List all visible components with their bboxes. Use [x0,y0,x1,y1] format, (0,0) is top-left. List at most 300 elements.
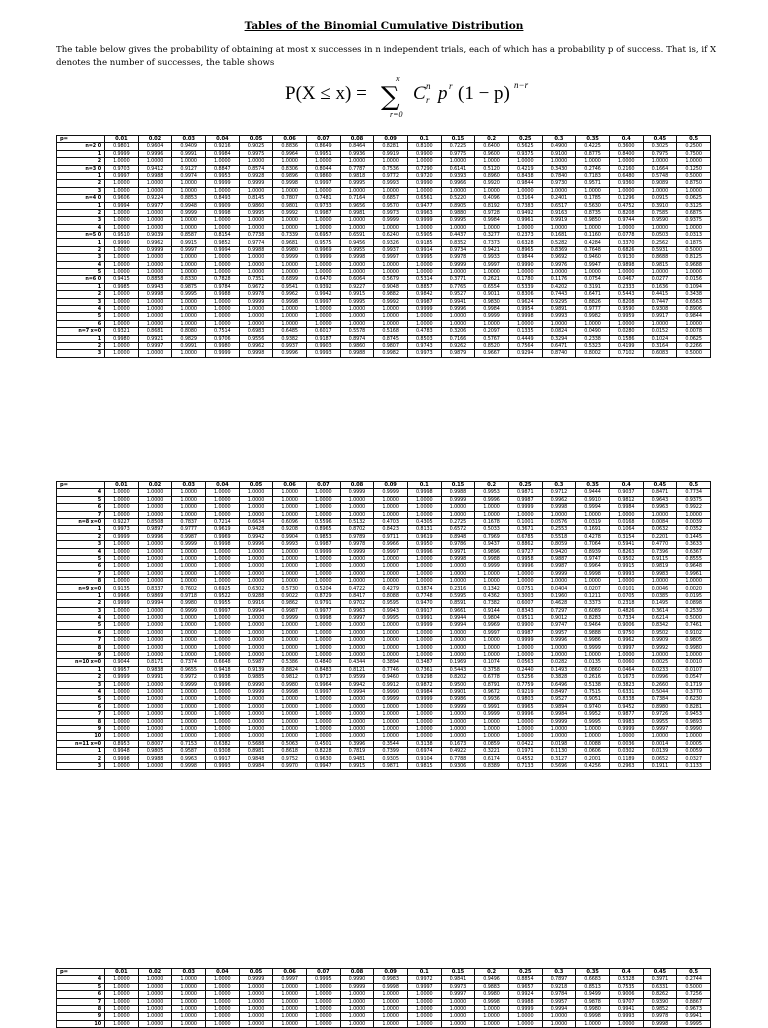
table-cell: 1.0000 [340,733,374,740]
table-row [57,681,711,688]
table-cell: 1.0000 [172,983,206,990]
row-label: 2 [57,291,105,298]
table-cell: 0.1678 [475,518,509,525]
row-label: 6 [57,991,105,998]
p-column-header: 0.4 [609,482,643,489]
table-cell: 0.8974 [340,335,374,342]
table-cell: 0.8939 [576,548,610,555]
table-row [57,629,711,636]
table-cell: 1.0000 [138,762,172,769]
table-cell: 0.9999 [340,548,374,555]
table-cell: 0.8263 [609,548,643,555]
table-cell: 0.0606 [576,748,610,755]
p-header-label: p= [57,969,105,976]
table-cell: 0.9630 [306,755,340,762]
table-cell: 1.0000 [172,1020,206,1027]
table-cell: 0.9409 [172,143,206,150]
table-cell: 1.0000 [138,976,172,983]
table-cell: 0.9980 [475,991,509,998]
table-cell: 0.5931 [643,246,677,253]
table-cell: 1.0000 [273,570,307,577]
table-cell: 0.6471 [542,342,576,349]
table-cell: 0.2746 [576,165,610,172]
row-label: 1 [57,666,105,673]
row-label: 1 [57,283,105,290]
table-cell: 0.1681 [542,232,576,239]
table-cell: 1.0000 [172,489,206,496]
table-cell: 1.0000 [105,350,139,357]
p-column-header: 0.06 [273,969,307,976]
table-cell: 1.0000 [205,688,239,695]
table-cell: 0.9452 [609,703,643,710]
table-cell: 0.9948 [172,202,206,209]
table-cell: 0.9915 [609,563,643,570]
table-cell: 0.8905 [441,202,475,209]
table-cell: 1.0000 [105,991,139,998]
table-cell: 0.9294 [508,350,542,357]
row-label: 3 [57,254,105,261]
table-cell: 0.9718 [172,592,206,599]
row-label: 5 [57,983,105,990]
table-cell: 0.9775 [441,150,475,157]
table-cell: 0.9995 [340,298,374,305]
table-cell: 1.0000 [172,158,206,165]
table-cell: 1.0000 [407,629,441,636]
table-cell: 0.9998 [273,298,307,305]
table-cell: 0.9997 [138,342,172,349]
table-cell: 0.2001 [576,755,610,762]
table-cell: 1.0000 [508,725,542,732]
table-cell: 0.8281 [677,703,711,710]
table-cell: 0.9464 [576,622,610,629]
table-cell: 0.9993 [306,350,340,357]
table-cell: 1.0000 [340,158,374,165]
table-cell: 0.2500 [677,143,711,150]
table-cell: 0.9786 [441,541,475,548]
table-cell: 1.0000 [105,217,139,224]
table-cell: 1.0000 [306,563,340,570]
table-row [57,239,711,246]
formula-paren: (1 − p) [458,83,510,104]
table-cell: 0.0996 [643,674,677,681]
table-cell: 0.9942 [306,291,340,298]
table-cell: 1.0000 [172,651,206,658]
table-cell: 0.7133 [508,762,542,769]
formula-paren-sup: n−r [514,80,529,90]
table-cell: 0.8508 [138,518,172,525]
table-cell: 1.0000 [105,629,139,636]
table-cell: 0.5748 [643,172,677,179]
table-cell: 0.9957 [105,666,139,673]
table-cell: 0.8044 [306,165,340,172]
table-cell: 0.9477 [407,202,441,209]
table-cell: 0.9988 [205,291,239,298]
table-cell: 0.9937 [374,246,408,253]
p-column-header: 0.04 [205,136,239,143]
table-cell: 1.0000 [475,725,509,732]
table-cell: 0.0020 [677,585,711,592]
p-column-header: 0.1 [407,136,441,143]
table-cell: 0.9963 [643,504,677,511]
table-row [57,659,711,666]
table-cell: 1.0000 [576,578,610,585]
table-cell: 0.9910 [576,496,610,503]
table-cell: 1.0000 [105,1005,139,1012]
table-cell: 0.3600 [609,143,643,150]
table-cell: 0.7840 [542,172,576,179]
table-cell: 1.0000 [508,570,542,577]
p-column-header: 0.02 [138,136,172,143]
table-cell: 1.0000 [105,688,139,695]
table-cell: 1.0000 [340,1013,374,1020]
table-cell: 1.0000 [138,504,172,511]
table-cell: 1.0000 [374,998,408,1005]
table-row [57,725,711,732]
table-cell: 1.0000 [407,644,441,651]
table-cell: 0.9955 [643,718,677,725]
table-row [57,644,711,651]
table-row [57,718,711,725]
table-cell: 0.5120 [475,165,509,172]
table-cell: 1.0000 [138,298,172,305]
table-cell: 0.9997 [441,991,475,998]
row-label: 1 [57,202,105,209]
row-label: 4 [57,224,105,231]
p-column-header: 0.06 [273,482,307,489]
table-cell: 0.8228 [306,748,340,755]
table-cell: 1.0000 [306,983,340,990]
table-cell: 0.9978 [441,254,475,261]
table-cell: 1.0000 [542,269,576,276]
table-cell: 1.0000 [172,578,206,585]
table-cell: 0.8735 [576,209,610,216]
table-cell: 0.9999 [340,983,374,990]
table-cell: 0.7164 [340,195,374,202]
table-cell: 0.9947 [306,762,340,769]
table-cell: 0.2744 [677,976,711,983]
p-column-header: 0.25 [508,136,542,143]
table-cell: 1.0000 [273,1005,307,1012]
row-label: n=8 x=0 [57,518,105,525]
table-cell: 0.1160 [576,232,610,239]
table-cell: 0.9227 [105,518,139,525]
table-cell: 0.9984 [407,688,441,695]
table-cell: 1.0000 [508,320,542,327]
table-cell: 0.5625 [508,143,542,150]
table-cell: 0.9818 [340,172,374,179]
table-cell: 0.9878 [576,998,610,1005]
table-cell: 0.9390 [643,998,677,1005]
table-cell: 0.9262 [441,342,475,349]
table-cell: 1.0000 [273,269,307,276]
table-cell: 0.9791 [306,600,340,607]
table-cell: 1.0000 [441,711,475,718]
binomial-table-2 [56,481,711,770]
table-cell: 0.4202 [542,283,576,290]
table-cell: 0.8306 [273,165,307,172]
table-cell: 0.9733 [306,202,340,209]
table-cell: 0.0490 [576,328,610,335]
table-cell: 0.8981 [239,748,273,755]
table-cell: 1.0000 [105,496,139,503]
table-row [57,991,711,998]
table-cell: 1.0000 [677,158,711,165]
table-cell: 0.0464 [609,666,643,673]
table-cell: 0.9980 [576,1005,610,1012]
table-row [57,541,711,548]
table-cell: 1.0000 [306,703,340,710]
table-cell: 0.9980 [273,681,307,688]
table-cell: 1.0000 [105,504,139,511]
p-column-header: 0.4 [609,136,643,143]
table-cell: 1.0000 [138,637,172,644]
table-cell: 0.9135 [105,585,139,592]
table-cell: 0.9590 [609,305,643,312]
table-cell: 1.0000 [542,224,576,231]
table-cell: 0.9941 [609,1005,643,1012]
table-cell: 0.9988 [138,172,172,179]
table-cell: 1.0000 [407,1005,441,1012]
table-cell: 0.3758 [475,666,509,673]
table-cell: 0.9556 [239,335,273,342]
table-cell: 0.6826 [609,246,643,253]
table-cell: 0.9986 [576,637,610,644]
table-cell: 0.9995 [239,209,273,216]
table-cell: 0.9747 [576,555,610,562]
row-label: 4 [57,615,105,622]
table-cell: 1.0000 [340,703,374,710]
table-cell: 1.0000 [172,711,206,718]
table-cell: 1.0000 [306,224,340,231]
row-label: 1 [57,748,105,755]
table-cell: 1.0000 [407,555,441,562]
table-cell: 1.0000 [172,570,206,577]
table-cell: 0.9643 [643,496,677,503]
table-cell: 0.9996 [508,563,542,570]
table-cell: 0.2373 [508,232,542,239]
row-label: 7 [57,998,105,1005]
table-cell: 0.7788 [441,755,475,762]
table-cell: 0.1024 [643,335,677,342]
p-column-header: 0.01 [105,136,139,143]
row-label: 1 [57,592,105,599]
table-cell: 0.9777 [172,526,206,533]
table-cell: 1.0000 [138,998,172,1005]
table-cell: 1.0000 [105,607,139,614]
p-header-label: p= [57,482,105,489]
table-cell: 0.9928 [239,172,273,179]
table-cell: 1.0000 [374,496,408,503]
table-cell: 0.0860 [576,666,610,673]
table-cell: 1.0000 [172,511,206,518]
row-label: 2 [57,158,105,165]
table-cell: 1.0000 [138,570,172,577]
table-cell: 0.6367 [677,548,711,555]
p-column-header: 0.25 [508,969,542,976]
table-cell: 1.0000 [643,511,677,518]
table-cell: 0.3164 [508,195,542,202]
table-cell: 1.0000 [340,320,374,327]
table-cell: 0.5518 [542,533,576,540]
table-cell: 0.9492 [508,209,542,216]
table-cell: 1.0000 [138,696,172,703]
table-cell: 0.6302 [239,585,273,592]
table-cell: 1.0000 [239,651,273,658]
table-cell: 1.0000 [340,644,374,651]
table-cell: 0.0195 [677,592,711,599]
table-cell: 0.0859 [475,740,509,747]
table-cell: 0.9987 [273,607,307,614]
table-row [57,998,711,1005]
table-cell: 1.0000 [105,548,139,555]
table-cell: 0.1001 [508,518,542,525]
table-cell: 1.0000 [105,254,139,261]
table-cell: 0.9941 [441,298,475,305]
table-cell: 0.9984 [475,305,509,312]
table-cell: 1.0000 [273,703,307,710]
row-label: 6 [57,563,105,570]
table-cell: 0.9998 [475,998,509,1005]
table-cell: 0.9752 [273,755,307,762]
table-cell: 0.8513 [576,983,610,990]
table-cell: 1.0000 [374,269,408,276]
table-cell: 1.0000 [172,496,206,503]
table-row [57,740,711,747]
table-cell: 1.0000 [407,504,441,511]
table-cell: 0.8007 [138,740,172,747]
row-label: 2 [57,533,105,540]
table-cell: 1.0000 [105,718,139,725]
table-cell: 0.4552 [508,755,542,762]
table-cell: 0.4284 [576,239,610,246]
table-cell: 0.1911 [643,762,677,769]
table-row [57,217,711,224]
table-cell: 1.0000 [138,703,172,710]
table-cell: 1.0000 [105,615,139,622]
table-cell: 0.9393 [441,172,475,179]
p-column-header: 0.03 [172,482,206,489]
row-label: 3 [57,298,105,305]
row-label: 4 [57,976,105,983]
table-row [57,548,711,555]
table-cell: 0.9987 [407,298,441,305]
table-cell: 0.8826 [576,298,610,305]
table-cell: 0.7153 [172,740,206,747]
row-label: 6 [57,504,105,511]
table-cell: 0.9983 [609,718,643,725]
table-cell: 1.0000 [475,511,509,518]
table-cell: 0.9321 [105,328,139,335]
table-cell: 0.9421 [475,246,509,253]
table-cell: 0.9987 [172,533,206,540]
table-cell: 0.8960 [475,172,509,179]
table-cell: 1.0000 [239,570,273,577]
table-cell: 0.9984 [239,762,273,769]
table-cell: 0.9998 [576,570,610,577]
table-cell: 0.8980 [643,703,677,710]
table-row [57,320,711,327]
table-cell: 1.0000 [105,622,139,629]
table-cell: 1.0000 [239,615,273,622]
p-column-header: 0.09 [374,136,408,143]
table-cell: 1.0000 [138,187,172,194]
table-cell: 1.0000 [105,224,139,231]
table-cell: 0.9844 [508,180,542,187]
table-cell: 0.4900 [542,143,576,150]
table-cell: 0.0503 [643,232,677,239]
table-cell: 0.9999 [374,489,408,496]
p-column-header: 0.35 [576,969,610,976]
table-cell: 0.9829 [172,335,206,342]
table-cell: 1.0000 [172,637,206,644]
table-cell: 0.3771 [441,276,475,283]
table-cell: 1.0000 [172,1013,206,1020]
table-cell: 1.0000 [273,629,307,636]
table-cell: 0.9992 [374,298,408,305]
table-cell: 1.0000 [138,1013,172,1020]
table-cell: 0.9815 [407,762,441,769]
table-cell: 0.9980 [205,342,239,349]
table-cell: 1.0000 [441,313,475,320]
table-cell: 0.9743 [407,342,441,349]
table-cell: 0.9997 [643,725,677,732]
table-cell: 0.8618 [273,748,307,755]
binomial-table-1 [56,135,711,358]
table-cell: 0.8688 [643,254,677,261]
table-cell: 1.0000 [138,615,172,622]
table-cell: 1.0000 [475,1013,509,1020]
table-cell: 1.0000 [105,563,139,570]
p-column-header: 0.1 [407,969,441,976]
row-label: n=6 0 [57,276,105,283]
table-cell: 1.0000 [172,622,206,629]
table-cell: 0.9915 [340,291,374,298]
table-cell: 0.8867 [677,998,711,1005]
table-cell: 1.0000 [407,261,441,268]
row-label: 3 [57,762,105,769]
table-cell: 1.0000 [105,762,139,769]
table-cell: 0.5630 [576,202,610,209]
page-title: Tables of the Binomial Cumulative Distribution [244,20,524,32]
table-cell: 1.0000 [306,733,340,740]
table-cell: 1.0000 [475,224,509,231]
table-cell: 0.1960 [542,592,576,599]
table-cell: 0.6480 [609,172,643,179]
table-cell: 1.0000 [273,644,307,651]
table-cell: 1.0000 [172,703,206,710]
table-cell: 0.0168 [609,518,643,525]
table-cell: 0.9914 [407,246,441,253]
row-label: 3 [57,607,105,614]
table-cell: 0.9987 [306,541,340,548]
table-cell: 1.0000 [239,261,273,268]
table-cell: 0.3430 [542,165,576,172]
table-cell: 0.9527 [542,696,576,703]
table-cell: 0.8750 [677,180,711,187]
table-row [57,526,711,533]
p-column-header: 0.09 [374,482,408,489]
table-cell: 1.0000 [475,187,509,194]
table-cell: 0.9872 [407,681,441,688]
table-cell: 1.0000 [105,158,139,165]
table-row [57,688,711,695]
table-cell: 0.9500 [441,681,475,688]
table-cell: 0.9999 [441,496,475,503]
table-cell: 0.1785 [576,195,610,202]
table-cell: 0.0898 [677,600,711,607]
table-cell: 0.1636 [643,283,677,290]
table-cell: 0.7807 [273,195,307,202]
